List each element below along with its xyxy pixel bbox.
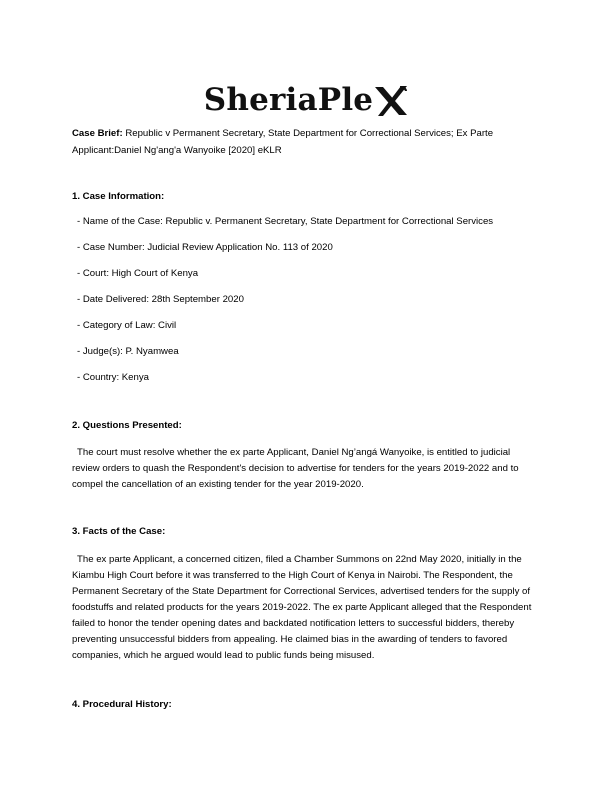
list-item: - Judge(s): P. Nyamwea <box>77 345 179 357</box>
document-body <box>72 126 540 713</box>
sheriaplex-logo <box>0 80 612 120</box>
x-mark-icon <box>374 85 408 117</box>
list-item: - Name of the Case: Republic v. Permanent Secretary, State Department for Correctional Services <box>77 215 494 227</box>
section-heading-questions-presented: 2. Questions Presented: <box>72 419 182 431</box>
section-heading-procedural-history: 4. Procedural History: <box>72 698 172 710</box>
case-brief-label: Case Brief: <box>72 128 123 139</box>
facts-text: The ex parte Applicant, a concerned citizen, filed a Chamber Summons on 22nd May 2020, initially in the Kiambu High Court before it was transferred to the High Court of Kenya in Nairobi. The Respondent, the Permanent Secretary of the State Department for Correctional Services, advertised tenders for the supply of foodstuffs and related products for the years 2019-2022. The ex parte Applicant alleged that the Respondent failed to honor the tender opening dates and backdated notification letters to successful bidders, thereby preventing unsuccessful bidders from appealing. He claimed bias in the awarding of tenders to favored companies, which he argued would lead to public funds being misused. <box>72 553 532 661</box>
logo-wordmark <box>204 82 408 118</box>
case-brief <box>72 126 540 159</box>
section-heading-facts: 3. Facts of the Case: <box>72 526 166 537</box>
case-information-list <box>72 209 540 391</box>
logo-text: SheriaPle <box>203 82 374 118</box>
list-item: - Case Number: Judicial Review Application No. 113 of 2020 <box>77 241 333 253</box>
case-brief-text: Republic v Permanent Secretary, State Department for Correctional Services; Ex Parte Applicant:Daniel Ng'ang'a Wanyoike [2020] eKLR <box>72 128 494 156</box>
list-item: - Date Delivered: 28th September 2020 <box>77 293 244 305</box>
list-item: - Court: High Court of Kenya <box>77 267 199 279</box>
list-item: - Category of Law: Civil <box>77 319 177 331</box>
list-item: - Country: Kenya <box>77 371 149 383</box>
questions-presented-text: The court must resolve whether the ex parte Applicant, Daniel Ng’angá Wanyoike, is entitled to judicial review orders to quash the Respondent's decision to advertise for tenders for the years 2019-2022 and to compel the cancellation of an existing tender for the year 2019-2020. <box>72 447 519 490</box>
section-heading-case-information: 1. Case Information: <box>72 191 165 202</box>
